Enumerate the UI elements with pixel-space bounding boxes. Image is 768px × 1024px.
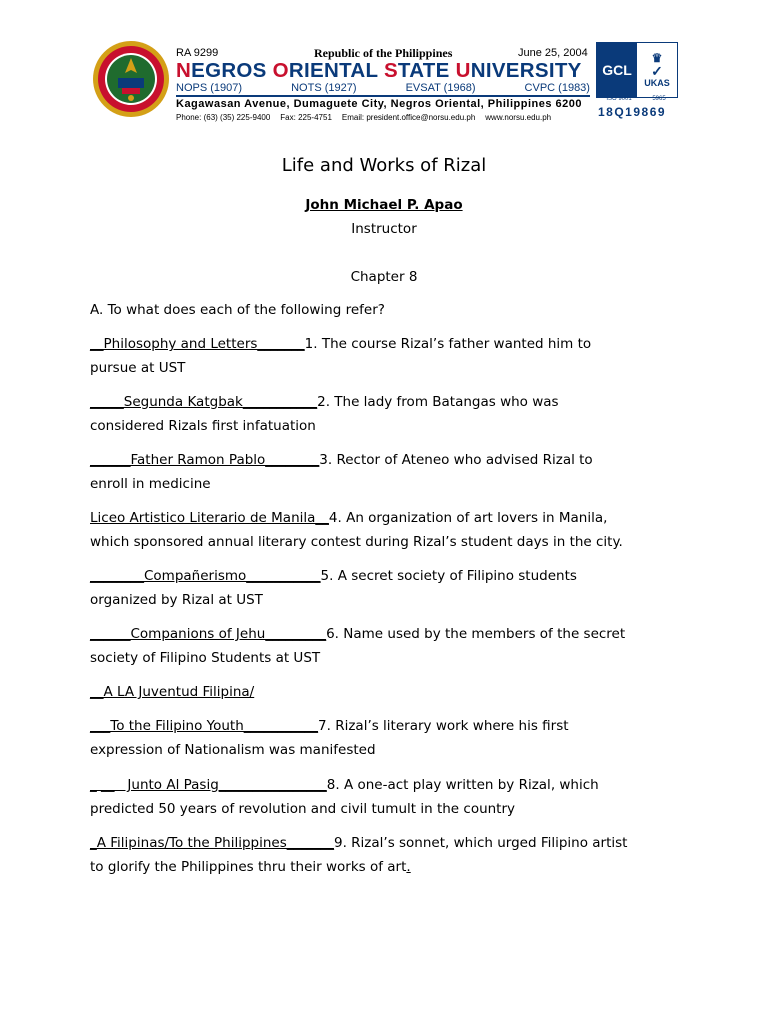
question-item [90, 506, 690, 554]
question-continuation: pursue at UST [90, 360, 186, 376]
section-instruction: A. To what does each of the following refer? [90, 302, 385, 318]
question-text: 8. A one-act play written by Rizal, which [326, 777, 599, 793]
email-address: Email: president.office@norsu.edu.ph [341, 113, 476, 122]
ukas-logo: ♛ ✓ UKAS [637, 43, 677, 97]
fax-number: Fax: 225-4751 [280, 113, 332, 122]
question-text: 2. The lady from Batangas who was [317, 394, 559, 410]
chapter-heading: Chapter 8 [350, 269, 418, 285]
instructor-name: John Michael P. Apao [305, 197, 463, 213]
university-seal-logo [92, 40, 170, 118]
contact-line [176, 113, 590, 122]
question-item [90, 831, 690, 879]
document-title: Life and Works of Rizal [281, 155, 487, 176]
instructor-role: Instructor [351, 221, 417, 237]
question-continuation: organized by Rizal at UST [90, 592, 263, 608]
checkmark-icon: ✓ [651, 63, 663, 79]
letterhead-date: June 25, 2004 [518, 47, 588, 59]
answer-text: _A Filipinas/To the Philippines_______ [90, 835, 334, 851]
campus-code: NOTS (1927) [291, 82, 357, 94]
phone-number: Phone: (63) (35) 225-9400 [176, 113, 271, 122]
trailing-period: . [406, 859, 411, 875]
campus-code: EVSAT (1968) [405, 82, 476, 94]
answer-text: ________Compañerismo___________ [90, 568, 321, 584]
question-continuation: expression of Nationalism was manifested [90, 742, 376, 758]
question-item [90, 390, 690, 438]
question-text: 1. The course Rizal’s father wanted him to [304, 336, 592, 352]
question-text: 4. An organization of art lovers in Manila, [328, 510, 608, 526]
letterhead-divider [176, 95, 590, 97]
question-continuation: enroll in medicine [90, 476, 211, 492]
question-continuation: society of Filipino Students at UST [90, 650, 321, 666]
republic-label: Republic of the Philippines [314, 46, 453, 60]
answer-text: Liceo Artistico Literario de Manila__ [90, 510, 329, 526]
question-text: 9. Rizal’s sonnet, which urged Filipino artist [333, 835, 628, 851]
answer-text: ______Father Ramon Pablo________ [90, 452, 320, 468]
answer-text: _ __ Junto Al Pasig________________ [90, 777, 327, 793]
answer-text: ___To the Filipino Youth___________ [90, 718, 319, 734]
question-text: 6. Name used by the members of the secret [326, 626, 626, 642]
certification-logo [596, 42, 678, 98]
answer-text-first-line: __A LA Juventud Filipina/ [90, 684, 255, 700]
gcl-logo: GCL [597, 43, 637, 97]
question-continuation: to glorify the Philippines thru their works of art [90, 859, 407, 875]
answer-text: __Philosophy and Letters_______ [90, 336, 305, 352]
question-continuation: predicted 50 years of revolution and civil tumult in the country [90, 801, 516, 817]
university-address: Kagawasan Avenue, Dumaguete City, Negros Oriental, Philippines 6200 [176, 98, 582, 110]
answer-text: _____Segunda Katgbak___________ [90, 394, 318, 410]
question-item [90, 622, 690, 670]
crown-icon: ♛ [651, 51, 663, 65]
question-item [90, 680, 690, 762]
answer-text: ______Companions of Jehu_________ [90, 626, 327, 642]
iso-standard: ISO 9001 [606, 96, 632, 102]
question-continuation: which sponsored annual literary contest during Rizal’s student days in the city. [90, 534, 623, 550]
campus-codes [176, 82, 590, 94]
question-continuation: considered Rizals first infatuation [90, 418, 316, 434]
campus-code: NOPS (1907) [176, 82, 243, 94]
iso-labels [596, 96, 676, 102]
question-text: 5. A secret society of Filipino students [320, 568, 577, 584]
question-item [90, 564, 690, 612]
university-name: NEGROS ORIENTAL STATE UNIVERSITY [176, 59, 582, 82]
question-item [90, 773, 690, 821]
question-item [90, 448, 690, 496]
ra-number: RA 9299 [176, 47, 219, 59]
certificate-number: 18Q19869 [598, 105, 667, 119]
ukas-code: 5965 [652, 96, 666, 102]
campus-code: CVPC (1983) [524, 82, 590, 94]
question-text: 7. Rizal’s literary work where his first [318, 718, 569, 734]
website-link: www.norsu.edu.ph [485, 113, 552, 122]
question-text: 3. Rector of Ateneo who advised Rizal to [319, 452, 593, 468]
question-item [90, 332, 690, 380]
